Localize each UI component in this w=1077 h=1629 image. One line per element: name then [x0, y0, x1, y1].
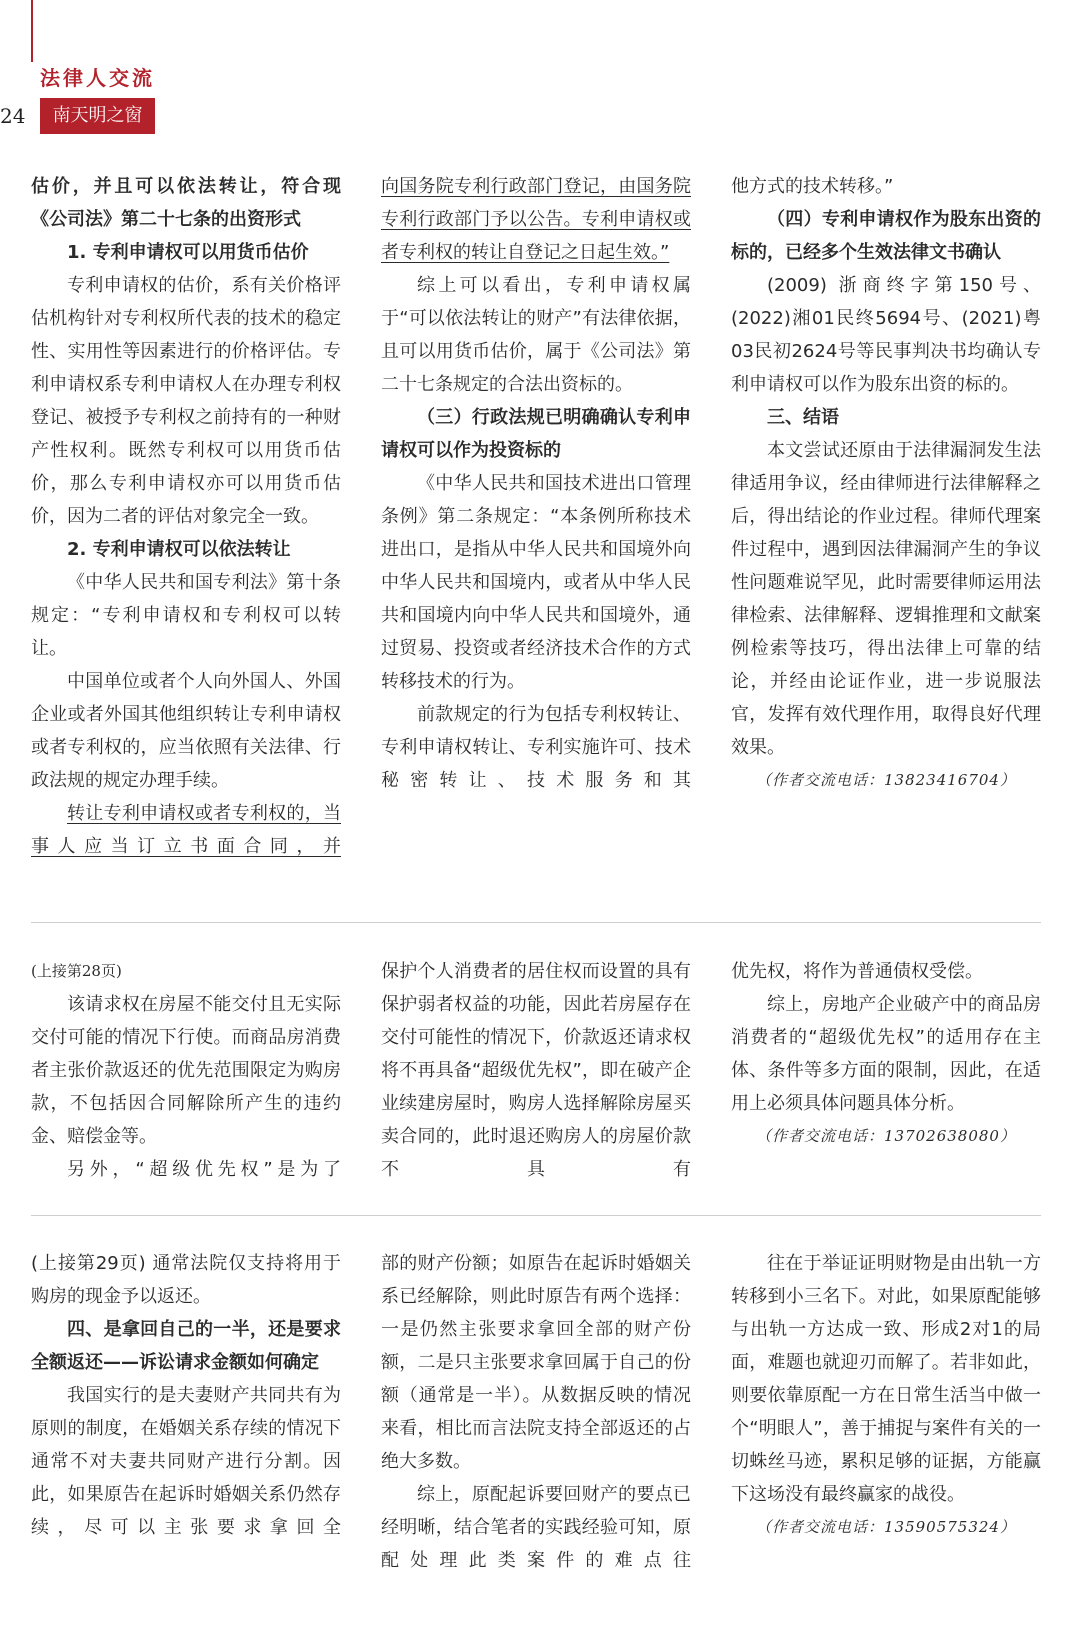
- paragraph: （作者交流电话：13823416704）: [756, 771, 1016, 789]
- paragraph: 本文尝试还原由于法律漏洞发生法律适用争议，经由律师进行法律解释之后，得出结论的作业过程。律师代理案件过程中，遇到因法律漏洞产生的争议性问题难说罕见，此时需要律师运用法律检索、法律解释、逻辑推理和文献案例检索等技巧，得出法律上可靠的结论，并经由论证作业，进一步说服法官，发挥有效代理作用，取得良好代理效果。: [731, 440, 1041, 758]
- paragraph: 往在于举证证明财物是由出轨一方转移到小三名下。对此，如果原配能够与出轨一方达成一致、形成2对1的局面，难题也就迎刃而解了。若非如此，则要依靠原配一方在日常生活当中做一个“明眼人”，善于捕捉与案件有关的一切蛛丝马迹，累积足够的证据，方能赢下这场没有最终赢家的战役。: [731, 1253, 1041, 1505]
- section-title: 法律人交流: [40, 66, 155, 90]
- paragraph: （作者交流电话：13590575324）: [756, 1518, 1016, 1536]
- paragraph: 前款规定的行为包括专利权转让、专利申请权转让、专利实施许可、技术秘密转让、技术服务和其: [381, 704, 691, 791]
- paragraph: 专利申请权的估价，系有关价格评估机构针对专利权所代表的技术的稳定性、实用性等因素进行的价格评估。专利申请权系专利申请权人在办理专利权登记、被授予专利权之前持有的一种财产性权利。既然专利权可以用货币估价，那么专利申请权亦可以用货币估价，因为二者的评估对象完全一致。: [31, 275, 341, 527]
- page-number: 24: [0, 104, 26, 128]
- block1-column-1: [31, 170, 341, 863]
- paragraph: (上接第29页) 通常法院仅支持将用于购房的现金予以返还。: [31, 1253, 341, 1307]
- paragraph: 保护个人消费者的居住权而设置的具有保护弱者权益的功能，因此若房屋存在交付可能性的情况下，价款返还请求权将不再具备“超级优先权”，即在破产企业续建房屋时，购房人选择解除房屋买卖合同的，此时退还购房人的房屋价款不具有: [381, 961, 691, 1180]
- paragraph: 估价，并且可以依法转让，符合现: [31, 176, 341, 197]
- paragraph: 我国实行的是夫妻财产共同共有为原则的制度，在婚姻关系存续的情况下通常不对夫妻共同财产进行分割。因此，如果原告在起诉时婚姻关系仍然存续，尽可以主张要求拿回全: [31, 1385, 341, 1538]
- paragraph: (上接第28页): [31, 962, 122, 980]
- paragraph: 综上，房地产企业破产中的商品房消费者的“超级优先权”的适用存在主体、条件等多方面的限制，因此，在适用上必须具体问题具体分析。: [731, 994, 1041, 1114]
- paragraph: （三）行政法规已明确确认专利申请权可以作为投资标的: [381, 407, 691, 461]
- paragraph: 优先权，将作为普通债权受偿。: [731, 961, 983, 982]
- block2-column-3: [731, 955, 1041, 1153]
- paragraph: 中国单位或者个人向外国人、外国企业或者外国其他组织转让专利申请权或者专利权的，应当依照有关法律、行政法规的规定办理手续。: [31, 671, 341, 791]
- paragraph: 转让专利申请权或者专利权的，当事人应当订立书面合同，并: [31, 803, 341, 857]
- divider-2: [31, 1215, 1041, 1216]
- paragraph: 综上可以看出，专利申请权属于“可以依法转让的财产”有法律依据，且可以用货币估价，属于《公司法》第二十七条规定的合法出资标的。: [381, 275, 691, 395]
- header-rule: [31, 0, 33, 62]
- paragraph: 部的财产份额；如原告在起诉时婚姻关系已经解除，则此时原告有两个选择：一是仍然主张要求拿回全部的财产份额，二是只主张要求拿回属于自己的份额（通常是一半）。从数据反映的情况来看，相比而言法院支持全部返还的占绝大多数。: [381, 1253, 691, 1472]
- block1-column-2: [381, 170, 691, 797]
- paragraph: 另外，“超级优先权”是为了: [67, 1159, 341, 1180]
- paragraph: 三、结语: [767, 407, 839, 428]
- paragraph: （作者交流电话：13702638080）: [756, 1127, 1016, 1145]
- paragraph: 2. 专利申请权可以依法转让: [67, 539, 291, 560]
- paragraph: 向国务院专利行政部门登记，由国务院专利行政部门予以公告。专利申请权或者专利权的转让自登记之日起生效。”: [381, 176, 691, 263]
- block1-column-3: [731, 170, 1041, 797]
- block2-column-1: [31, 955, 341, 1186]
- paragraph: (2009) 浙商终字第150号、(2022)湘01民终5694号、(2021)粤03民初2624号等民事判决书均确认专利申请权可以作为股东出资的标的。: [731, 275, 1041, 395]
- paragraph: 四、是拿回自己的一半，还是要求全额返还——诉讼请求金额如何确定: [31, 1319, 341, 1373]
- block3-column-1: [31, 1247, 341, 1544]
- paragraph: 《公司法》第二十七条的出资形式: [31, 209, 301, 230]
- block3-column-3: [731, 1247, 1041, 1544]
- paragraph: 1. 专利申请权可以用货币估价: [67, 242, 309, 263]
- block3-column-2: [381, 1247, 691, 1577]
- paragraph: 综上，原配起诉要回财产的要点已经明晰，结合笔者的实践经验可知，原配处理此类案件的难点往: [381, 1484, 691, 1571]
- section-subtitle-badge: 南天明之窗: [40, 98, 155, 134]
- paragraph: 《中华人民共和国专利法》第十条规定：“专利申请权和专利权可以转让。: [31, 572, 341, 659]
- paragraph: 他方式的技术转移。”: [731, 176, 894, 197]
- divider-1: [31, 922, 1041, 923]
- paragraph: 该请求权在房屋不能交付且无实际交付可能的情况下行使。而商品房消费者主张价款返还的优先范围限定为购房款，不包括因合同解除所产生的违约金、赔偿金等。: [31, 994, 341, 1147]
- paragraph: （四）专利申请权作为股东出资的标的，已经多个生效法律文书确认: [731, 209, 1041, 263]
- paragraph: 《中华人民共和国技术进出口管理条例》第二条规定：“本条例所称技术进出口，是指从中华人民共和国境外向中华人民共和国境内，或者从中华人民共和国境内向中华人民共和国境外，通过贸易、投资或者经济技术合作的方式转移技术的行为。: [381, 473, 691, 692]
- block2-column-2: [381, 955, 691, 1186]
